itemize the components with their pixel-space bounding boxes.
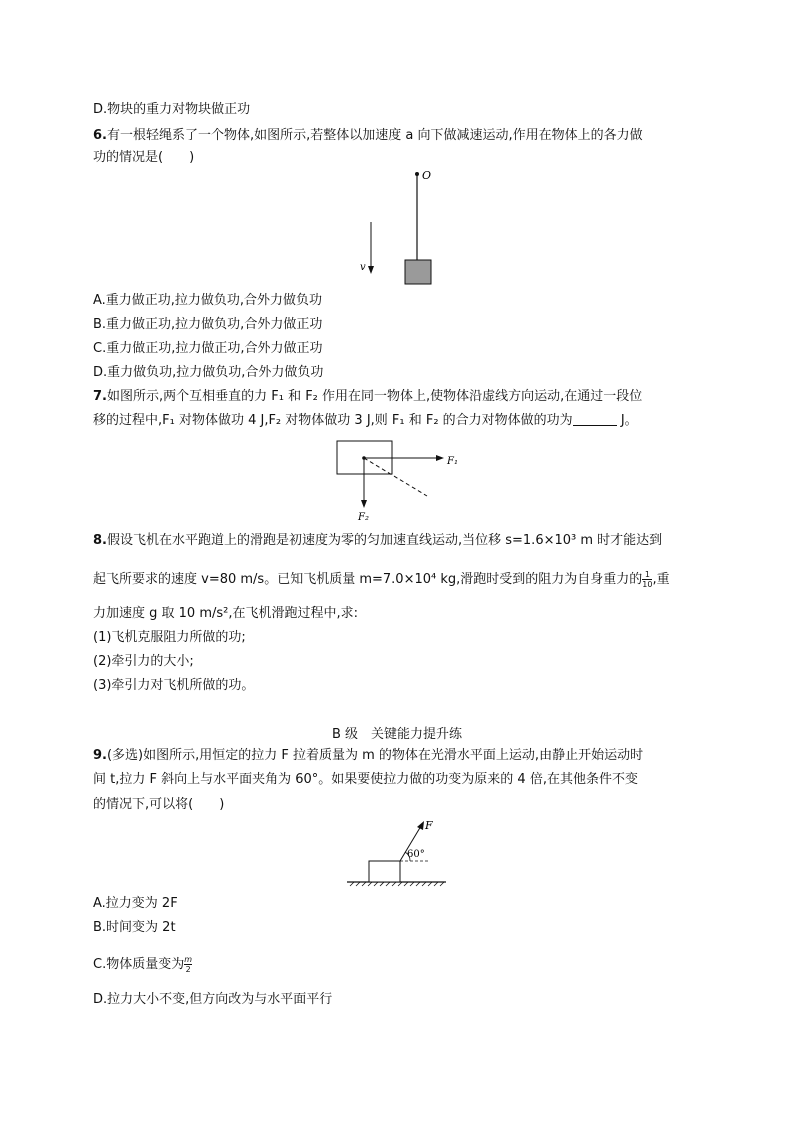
- q6-v-label: v: [360, 262, 366, 273]
- q9-f-label: F: [425, 819, 433, 832]
- q9-frac-den: 2: [185, 965, 191, 974]
- q6-number: 6.: [93, 128, 107, 143]
- q7-text2b: J。: [616, 413, 638, 428]
- q6-stem-line2: 功的情况是( ): [93, 150, 195, 165]
- q9-option-c: [93, 955, 192, 974]
- q8-sub-1: (1)飞机克服阻力所做的功;: [93, 630, 246, 645]
- q9-option-a: A.拉力变为 2F: [93, 896, 178, 911]
- section-title: B 级 关键能力提升练: [331, 727, 463, 742]
- q9-angle-label: 60°: [407, 849, 425, 860]
- q8-sub-2: (2)牵引力的大小;: [93, 654, 194, 669]
- q7-text1: 如图所示,两个互相垂直的力 F₁ 和 F₂ 作用在同一物体上,使物体沿虚线方向运动,在通过一段位: [106, 389, 643, 404]
- q9-text1: (多选)如图所示,用恒定的拉力 F 拉着质量为 m 的物体在光滑水平面上运动,由静止开始运动时: [106, 748, 644, 763]
- q9-block: [369, 861, 400, 882]
- q6-option-b: B.重力做正功,拉力做负功,合外力做正功: [93, 317, 323, 332]
- q6-text1: 有一根轻绳系了一个物体,如图所示,若整体以加速度 a 向下做减速运动,作用在物体上的各力做: [106, 128, 643, 143]
- q5-option-d: D.物块的重力对物块做正功: [93, 102, 251, 117]
- q7-text2a: 移的过程中,F₁ 对物体做功 4 J,F₂ 对物体做功 3 J,则 F₁ 和 F₂ 的合力对物体做的功为: [93, 413, 573, 428]
- q9-stem-line3: 的情况下,可以将( ): [93, 797, 225, 812]
- q9-force-arrowhead: [417, 821, 424, 830]
- q9-option-b: B.时间变为 2t: [93, 920, 176, 935]
- q8-sub-3: (3)牵引力对飞机所做的功。: [93, 678, 255, 693]
- q9-option-d: D.拉力大小不变,但方向改为与水平面平行: [93, 992, 333, 1007]
- q9-option-c-fraction: [184, 955, 192, 974]
- q9-number: 9.: [93, 748, 107, 763]
- q7-f2-label: F₂: [358, 512, 369, 523]
- q8-stem-line3: 力加速度 g 取 10 m/s²,在飞机滑跑过程中,求:: [93, 606, 358, 621]
- q9-stem-line2: 间 t,拉力 F 斜向上与水平面夹角为 60°。如果要使拉力做的功变为原来的 4 倍,在其他条件不变: [93, 772, 638, 787]
- q7-f1-label: F₁: [447, 456, 458, 467]
- q9-option-c-text: C.物体质量变为: [93, 957, 185, 972]
- q8-frac-num: 1: [644, 570, 650, 579]
- q6-option-c: C.重力做正功,拉力做正功,合外力做正功: [93, 341, 323, 356]
- q6-o-label: O: [422, 169, 432, 182]
- q9-frac-num: m: [184, 955, 193, 964]
- q7-number: 7.: [93, 389, 107, 404]
- q8-frac-den: 10: [642, 580, 653, 589]
- q8-text2a: 起飞所要求的速度 v=80 m/s。已知飞机质量 m=7.0×10⁴ kg,滑跑时受到的阻力为自身重力的: [93, 572, 643, 587]
- q8-text2b: ,重: [652, 572, 670, 587]
- q6-option-a: A.重力做正功,拉力做负功,合外力做负功: [93, 293, 323, 308]
- q6-option-d: D.重力做负功,拉力做负功,合外力做负功: [93, 365, 324, 380]
- q8-text1: 假设飞机在水平跑道上的滑跑是初速度为零的匀加速直线运动,当位移 s=1.6×10³ m 时才能达到: [106, 533, 663, 548]
- q8-number: 8.: [93, 533, 107, 548]
